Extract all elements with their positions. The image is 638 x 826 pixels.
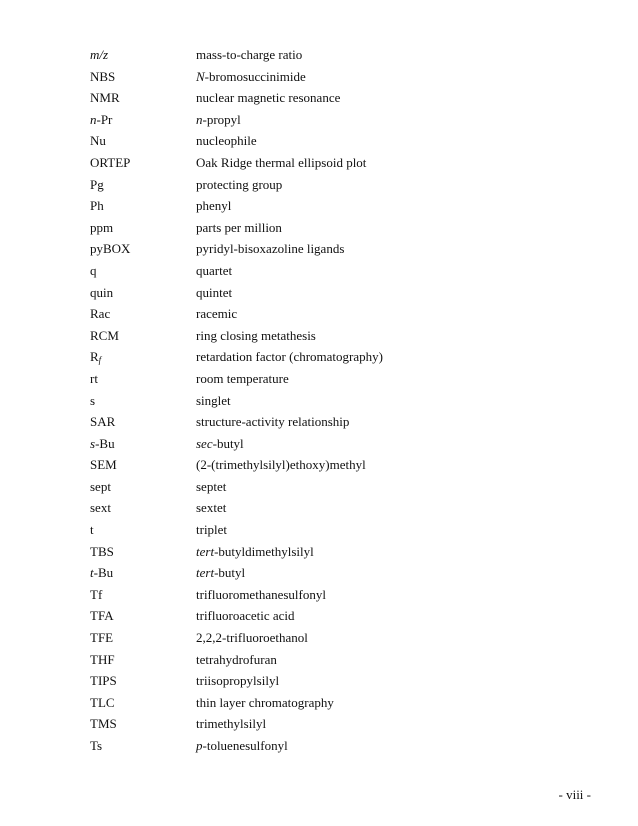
abbreviation-definition: nuclear magnetic resonance	[196, 90, 341, 106]
abbreviation-row	[90, 541, 570, 563]
abbreviation-term: ORTEP	[90, 154, 131, 170]
abbreviation-term: s	[90, 392, 96, 408]
abbreviation-row	[90, 238, 570, 260]
abbreviation-row	[90, 325, 570, 347]
abbreviation-row	[90, 476, 570, 498]
abbreviation-term: RCM	[90, 327, 119, 343]
abbreviation-row	[90, 44, 570, 66]
abbreviation-row	[90, 562, 570, 584]
abbreviation-row	[90, 692, 570, 714]
abbreviation-row	[90, 260, 570, 282]
abbreviation-term: Pg	[90, 176, 104, 192]
abbreviation-term: TFE	[90, 630, 114, 646]
abbreviation-definition: (2-(trimethylsilyl)ethoxy)methyl	[196, 457, 366, 473]
abbreviation-definition: triplet	[196, 522, 228, 538]
abbreviation-definition: septet	[196, 478, 227, 494]
abbreviation-term: Ph	[90, 198, 104, 214]
abbreviation-row	[90, 670, 570, 692]
abbreviation-definition: n-propyl	[196, 111, 241, 127]
abbreviation-row	[90, 390, 570, 412]
abbreviation-row	[90, 519, 570, 541]
abbreviation-row	[90, 411, 570, 433]
abbreviation-definition: triisopropylsilyl	[196, 673, 280, 689]
abbreviation-term: quin	[90, 284, 114, 300]
abbreviation-definition: racemic	[196, 306, 238, 322]
abbreviation-term: SAR	[90, 414, 116, 430]
abbreviation-definition: sextet	[196, 500, 227, 516]
abbreviation-row	[90, 433, 570, 455]
abbreviation-term: sext	[90, 500, 111, 516]
abbreviation-row	[90, 346, 570, 368]
abbreviation-definition: parts per million	[196, 219, 282, 235]
abbreviation-row	[90, 497, 570, 519]
abbreviation-row	[90, 282, 570, 304]
abbreviation-definition: tert-butyl	[196, 565, 246, 581]
abbreviation-term: rt	[90, 370, 98, 386]
abbreviation-row	[90, 713, 570, 735]
abbreviation-definition: 2,2,2-trifluoroethanol	[196, 630, 308, 646]
abbreviation-definition: ring closing metathesis	[196, 327, 316, 343]
abbreviation-term: n-Pr	[90, 111, 113, 127]
abbreviation-term: Rac	[90, 306, 111, 322]
abbreviation-term: ppm	[90, 219, 114, 235]
abbreviation-row	[90, 454, 570, 476]
abbreviation-definition: trifluoromethanesulfonyl	[196, 586, 326, 602]
abbreviation-term: m/z	[90, 47, 109, 62]
abbreviation-term: t	[90, 522, 94, 538]
abbreviation-definition: N-bromosuccinimide	[196, 68, 306, 84]
abbreviation-row	[90, 130, 570, 152]
abbreviation-term: TBS	[90, 543, 114, 559]
abbreviation-term: q	[90, 262, 97, 278]
abbreviation-definition: singlet	[196, 392, 231, 408]
abbreviation-row	[90, 217, 570, 239]
abbreviation-definition: quintet	[196, 284, 233, 300]
abbreviation-row	[90, 368, 570, 390]
abbreviation-term: NMR	[90, 90, 120, 106]
abbreviation-term: s-Bu	[90, 435, 115, 451]
abbreviation-definition: trimethylsilyl	[196, 716, 267, 732]
abbreviation-definition: tert-butyldimethylsilyl	[196, 543, 314, 559]
abbreviation-definition: nucleophile	[196, 133, 257, 149]
abbreviation-row	[90, 87, 570, 109]
abbreviation-definition: p-toluenesulfonyl	[196, 738, 288, 753]
abbreviation-term: Tf	[90, 586, 103, 602]
abbreviation-definition: Oak Ridge thermal ellipsoid plot	[196, 154, 367, 170]
abbreviation-term: TMS	[90, 716, 117, 732]
abbreviation-term: TLC	[90, 694, 115, 710]
abbreviation-definition: protecting group	[196, 176, 283, 192]
abbreviation-row	[90, 66, 570, 88]
abbreviation-row	[90, 152, 570, 174]
abbreviation-definition: retardation factor (chromatography)	[196, 349, 383, 365]
abbreviation-definition: structure-activity relationship	[196, 414, 350, 430]
abbreviation-row	[90, 195, 570, 217]
abbreviation-row	[90, 174, 570, 196]
abbreviation-term: sept	[90, 478, 111, 494]
abbreviation-term: Ts	[90, 738, 103, 753]
abbreviation-definition: room temperature	[196, 370, 289, 386]
page-number: - viii -	[558, 787, 591, 802]
abbreviation-definition: pyridyl-bisoxazoline ligands	[196, 241, 345, 257]
abbreviation-row	[90, 605, 570, 627]
abbreviation-term: TIPS	[90, 673, 117, 689]
abbreviation-definition: thin layer chromatography	[196, 694, 334, 710]
abbreviation-row	[90, 303, 570, 325]
abbreviation-definition: quartet	[196, 262, 233, 278]
abbreviation-row	[90, 584, 570, 606]
abbreviation-row	[90, 735, 570, 757]
abbreviation-list	[90, 44, 570, 757]
abbreviation-definition: phenyl	[196, 198, 232, 214]
abbreviation-term: pyBOX	[90, 241, 131, 257]
abbreviation-term: NBS	[90, 68, 116, 84]
abbreviation-term: THF	[90, 651, 115, 667]
abbreviation-row	[90, 627, 570, 649]
abbreviation-term: SEM	[90, 457, 117, 473]
abbreviation-term: $R_f$	[90, 349, 102, 366]
abbreviation-term: Nu	[90, 133, 106, 149]
abbreviation-row	[90, 649, 570, 671]
abbreviation-definition: mass-to-charge ratio	[196, 47, 303, 62]
abbreviation-definition: trifluoroacetic acid	[196, 608, 295, 624]
abbreviation-term: TFA	[90, 608, 114, 624]
abbreviation-row	[90, 109, 570, 131]
abbreviation-term: t-Bu	[90, 565, 114, 581]
abbreviation-definition: sec-butyl	[196, 435, 244, 451]
abbreviation-definition: tetrahydrofuran	[196, 651, 277, 667]
